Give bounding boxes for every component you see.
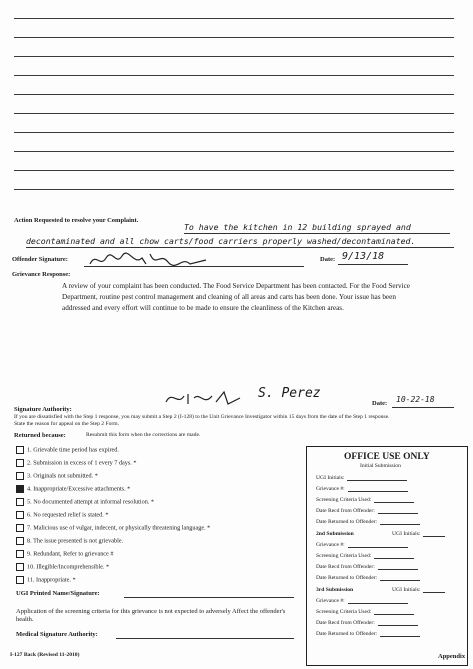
ugi-signature-line[interactable] (124, 597, 294, 598)
office-use-row: UGI Initials: (316, 475, 407, 481)
action-line1-rule (184, 233, 450, 234)
office-use-row: Date Recd from Offender: (316, 620, 418, 626)
authority-signature-scribble (164, 388, 244, 408)
office-field-line[interactable] (380, 636, 420, 637)
medical-signature-label: Medical Signature Authority: (16, 631, 98, 638)
office-use-row: Screening Criteria Used: (316, 553, 414, 559)
grievance-response-text: A review of your complaint has been conducted. The Food Service Department has been contacted. For the Food Service Department, routine pest control management and cleaning of all areas and carts has been done. Your issue has been addressed and every effort will continue to be made to ensure the cleanliness of the Kitchen areas. (62, 282, 410, 312)
office-field-line[interactable] (378, 625, 418, 626)
authority-signature-print: S. Perez (258, 386, 321, 401)
returned-reason-item[interactable]: 1. Grievable time period has expired. (16, 446, 119, 456)
office-use-row: Date Recd from Offender: (316, 508, 418, 514)
returned-reason-item[interactable]: 4. Inappropriate/Excessive attachments. * (16, 485, 130, 495)
office-use-row: Screening Criteria Used: (316, 497, 414, 503)
returned-reason-item[interactable]: 11. Inappropriate. * (16, 576, 76, 586)
office-use-row: Grievance #: (316, 486, 408, 492)
office-use-row: Date Returned to Offender: (316, 519, 420, 525)
checkbox[interactable] (16, 524, 24, 532)
office-field-line[interactable] (374, 502, 414, 503)
office-field-line[interactable] (378, 513, 418, 514)
authority-signature (164, 388, 244, 412)
returned-reason-item[interactable]: 6. No requested relief is stated. * (16, 511, 108, 521)
signature-authority-label: Signature Authority: (14, 406, 72, 413)
checkbox[interactable] (16, 576, 24, 584)
ugi-printed-name-label: UGI Printed Name/Signature: (16, 590, 100, 597)
office-field-line[interactable] (347, 480, 407, 481)
grievance-response-label: Grievance Response: (12, 271, 71, 278)
office-field-line[interactable] (380, 580, 420, 581)
office-use-row: UGI Initials: (392, 587, 445, 593)
returned-reason-item[interactable]: 2. Submission in excess of 1 every 7 days. * (16, 459, 136, 469)
office-field-line[interactable] (423, 536, 445, 537)
office-use-title: OFFICE USE ONLY (344, 452, 430, 462)
office-use-section: 2nd Submission (316, 531, 354, 537)
action-requested-line1: To have the kitchen in 12 building sprayed and (184, 222, 411, 232)
checkbox[interactable] (16, 472, 24, 480)
returned-reason-item[interactable]: 7. Malicious use of vulgar, indecent, or physically threatening language. * (16, 524, 210, 534)
offender-signature-label: Offender Signature: (12, 256, 68, 263)
authority-date-value: 10-22-18 (396, 395, 435, 404)
medical-signature-line[interactable] (116, 638, 294, 639)
office-use-row: Date Returned to Offender: (316, 575, 420, 581)
step2-reason-note: State the reason for appeal on the Step 2 Form. (14, 421, 120, 427)
checkbox[interactable] (16, 511, 24, 519)
authority-date-rule (392, 407, 454, 408)
checkbox[interactable] (16, 446, 24, 454)
office-use-section: 3rd Submission (316, 587, 354, 593)
returned-reason-item[interactable]: 8. The issue presented is not grievable. (16, 537, 123, 547)
office-field-line[interactable] (348, 491, 408, 492)
office-use-row: UGI Initials: (392, 531, 445, 537)
screening-criteria-statement: Application of the screening criteria for this grievance is not expected to adversely Affect the offender's health. (16, 608, 286, 623)
office-use-row: Date Recd from Offender: (316, 564, 418, 570)
office-use-row: Screening Criteria Used: (316, 609, 414, 615)
office-field-line[interactable] (374, 614, 414, 615)
office-use-row: Date Returned to Offender: (316, 631, 420, 637)
step2-appeal-note: If you are dissatisfied with the Step 1 response, you may submit a Step 2 (I-128) to the Unit Grievance Investigator within 15 days from the date of the Step 1 response. (14, 414, 390, 420)
checkbox[interactable] (16, 550, 24, 558)
office-field-line[interactable] (348, 547, 408, 548)
office-field-line[interactable] (374, 558, 414, 559)
office-use-row: Grievance #: (316, 542, 408, 548)
office-field-line[interactable] (423, 592, 445, 593)
checkbox[interactable] (16, 498, 24, 506)
action-requested-line2: decontaminated and all chow carts/food carriers properly washed/decontaminated. (26, 236, 416, 246)
checkbox[interactable] (16, 537, 24, 545)
appendix-label: Appendix (438, 653, 466, 660)
form-identifier: I-127 Back (Revised 11-2010) (10, 652, 80, 658)
checkbox[interactable] (16, 563, 24, 571)
returned-reason-item[interactable]: 10. Illegible/Incomprehensible. * (16, 563, 109, 573)
office-use-subtitle: Initial Submission (360, 463, 401, 469)
office-field-line[interactable] (348, 603, 408, 604)
returned-reason-item[interactable]: 9. Redundant, Refer to grievance # (16, 550, 113, 560)
returned-because-label: Returned because: (14, 432, 66, 439)
office-field-line[interactable] (380, 524, 420, 525)
office-use-row: Grievance #: (316, 598, 408, 604)
offender-date-label: Date: (320, 256, 336, 263)
returned-reason-item[interactable]: 5. No documented attempt at informal resolution. * (16, 498, 154, 508)
resubmit-instruction: Resubmit this form when the corrections are made. (86, 432, 201, 438)
offender-date-value: 9/13/18 (342, 251, 385, 262)
checkbox[interactable] (16, 459, 24, 467)
offender-date-rule (338, 264, 408, 265)
offender-signature-rule (84, 266, 304, 267)
action-requested-label: Action Requested to resolve your Complaint. (14, 217, 139, 224)
authority-date-label: Date: (372, 400, 388, 407)
returned-reason-item[interactable]: 3. Originals not submitted. * (16, 472, 98, 482)
checkbox[interactable] (16, 485, 24, 493)
office-field-line[interactable] (378, 569, 418, 570)
